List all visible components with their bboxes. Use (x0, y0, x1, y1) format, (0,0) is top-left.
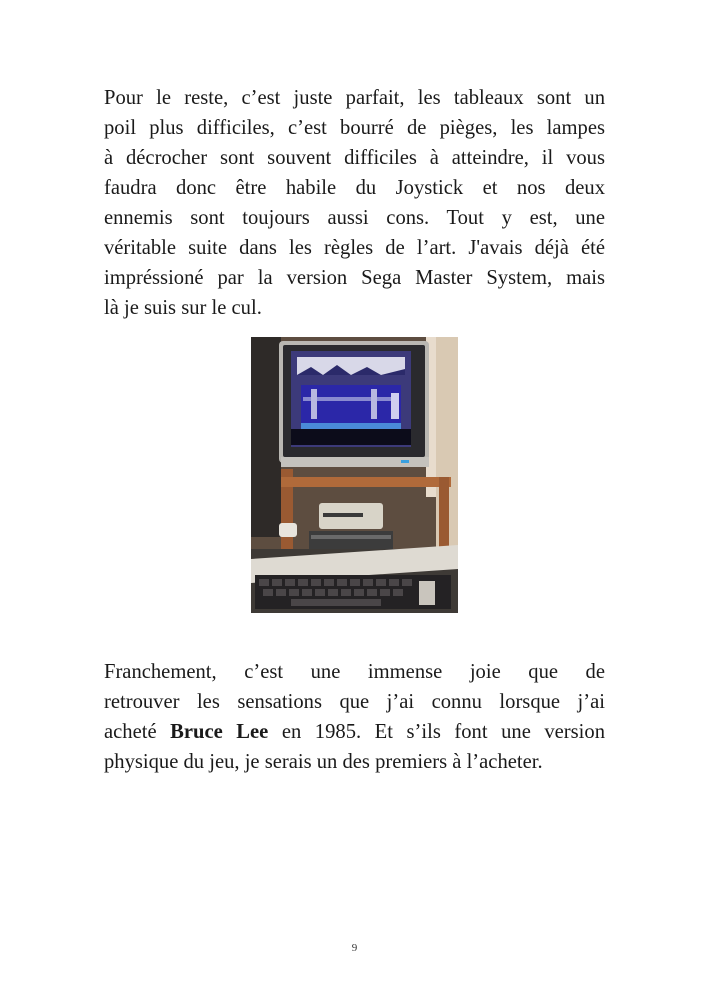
game-title-bold: Bruce Lee (170, 721, 269, 743)
photo-illustration (251, 337, 458, 613)
page-number: 9 (351, 942, 358, 954)
text-line: à décrocher sont souvent difficiles à atteindre, il vous (104, 147, 605, 169)
paragraph-review-conclusion (104, 83, 605, 323)
text-line: ennemis sont toujours aussi cons. Tout y est, une (104, 207, 605, 229)
text-line: là je suis sur le cul. (104, 297, 262, 319)
text-line: physique du jeu, je serais un des premiers à l’acheter. (104, 751, 543, 773)
text-fragment: acheté (104, 721, 171, 743)
text-line: faudra donc être habile du Joystick et nos deux (104, 177, 605, 199)
text-line: Franchement, c’est une immense joie que de (104, 661, 605, 683)
paragraph-closing (104, 657, 605, 777)
text-line: impréssioné par la version Sega Master System, mais (104, 267, 605, 289)
text-fragment: en 1985. Et s’ils font une version (268, 721, 605, 743)
text-line: poil plus difficiles, c’est bourré de pièges, les lampes (104, 117, 605, 139)
text-line: Pour le reste, c’est juste parfait, les tableaux sont un (104, 87, 605, 109)
text-line: retrouver les sensations que j’ai connu lorsque j’ai (104, 691, 605, 713)
text-line (104, 717, 605, 747)
text-line: véritable suite dans les règles de l’art. J'avais déjà été (104, 237, 605, 259)
photo-c64-setup (251, 337, 458, 613)
